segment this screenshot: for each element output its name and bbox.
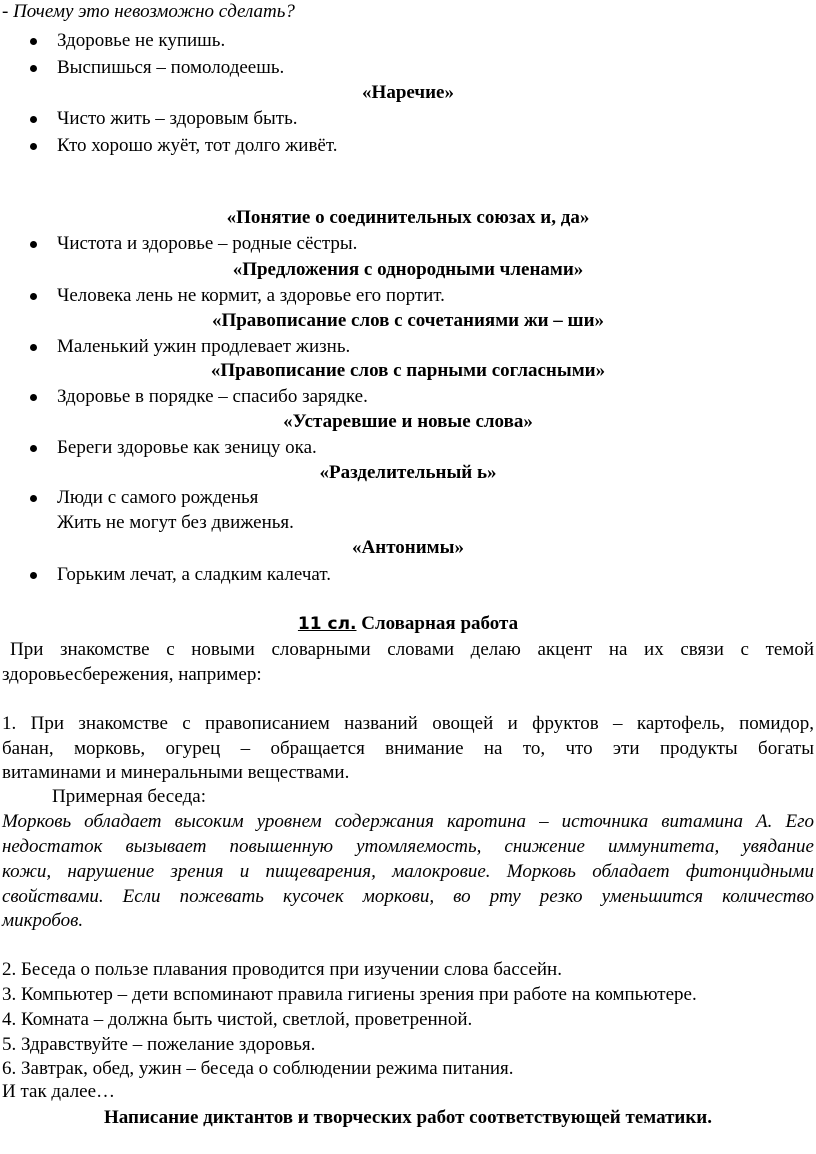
paragraph-line: витаминами и минеральными веществами. xyxy=(2,762,350,783)
section-heading: «Наречие» xyxy=(362,82,454,103)
paragraph-line: здоровьесбережения, например: xyxy=(2,664,262,685)
bullet-icon xyxy=(30,116,37,123)
section-heading: «Понятие о соединительных союзах и, да» xyxy=(226,207,590,228)
bullet-icon xyxy=(30,38,37,45)
document-page: - Почему это невозможно сделать? Здоровье не купишь. Выспишься – помолодеешь. «Наречие» Чисто жить – здоровым быть. Кто хорошо жуёт, тот долго живёт. «Понятие о соединительных союзах и, да» Чистота и здоровье – родные сёстры. «Предложения с однородными членами» Человека лень не кормит, а здоровье его портит. «Правописание слов с сочетаниями жи – ши» Маленький ужин продлевает жизнь. «Правописание слов с парными согласными» Здоровье в порядке – спасибо зарядке. «Устаревшие и новые слова» Береги здоровье как зеницу ока. «Разделительный ь» Люди с самого рожденья Жить не могут без движенья. «Антонимы» Горьким лечат, а сладким калечат. 11 сл. Словарная работа При знакомстве с новыми словарными словами делаю акцент на их связи с темой здоровьесбережения, например: 1. При знакомстве с правописанием названий овощей и фруктов – картофель, помидор, банан, морковь, огурец – обращается внимание на то, что эти продукты богаты витаминами и минеральными веществами. Примерная беседа: Морковь обладает высоким уровнем содержания каротина – источника витамина А. Его недостаток вызывает повышенную утомляемость, снижение иммунитета, увядание кожи, нарушение зрения и пищеварения, малокровие. Морковь обладает фитонцидными свойствами. Если пожевать кусочек моркови, во рту резко уменьшится количество микробов. 2. Беседа о пользе плавания проводится при изучении слова бассейн. 3. Компьютер – дети вспоминают правила гигиены зрения при работе на компьютере. 4. Комната – должна быть чистой, светлой, проветренной. 5. Здравствуйте – пожелание здоровья. 6. Завтрак, обед, ужин – беседа о соблюдении режима питания. И так далее… Написание диктантов и творческих работ соответствующей тематики. xyxy=(2,1,814,1128)
list-point: 3. Компьютер – дети вспоминают правила гигиены зрения при работе на компьютере. xyxy=(2,984,697,1005)
sample-line: Морковь обладает высоким уровнем содержания каротина – источника витамина А. Его xyxy=(2,811,814,832)
intro-question: - Почему это невозможно сделать? xyxy=(2,1,295,22)
bullet-icon xyxy=(30,143,37,150)
bullet-icon xyxy=(30,445,37,452)
section-heading: «Правописание слов с парными согласными» xyxy=(210,360,606,381)
bullet-icon xyxy=(30,241,37,248)
paragraph-line: При знакомстве с новыми словарными словами делаю акцент на их связи с темой xyxy=(10,639,814,660)
section-title xyxy=(0,612,816,636)
list-point: 6. Завтрак, обед, ужин – беседа о соблюдении режима питания. xyxy=(2,1058,514,1079)
section-heading: «Правописание слов с сочетаниями жи – ши» xyxy=(211,310,605,331)
sample-line: кожи, нарушение зрения и пищеварения, малокровие. Морковь обладает фитонцидными xyxy=(2,861,814,882)
bullet-icon xyxy=(30,293,37,300)
paragraph-line: банан, морковь, огурец – обращается внимание на то, что эти продукты богаты xyxy=(2,738,814,759)
sample-line: микробов. xyxy=(2,910,84,931)
section-heading: «Устаревшие и новые слова» xyxy=(283,411,533,432)
section-heading: «Разделительный ь» xyxy=(319,462,497,483)
list-point: 5. Здравствуйте – пожелание здоровья. xyxy=(2,1034,316,1055)
bullet-icon xyxy=(30,65,37,72)
list-point: 2. Беседа о пользе плавания проводится при изучении слова бассейн. xyxy=(2,959,562,980)
list-point: 4. Комната – должна быть чистой, светлой, проветренной. xyxy=(2,1009,473,1030)
bullet-icon xyxy=(30,572,37,579)
bullet-icon xyxy=(30,344,37,351)
closing-heading: Написание диктантов и творческих работ соответствующей тематики. xyxy=(103,1107,713,1128)
sample-label: Примерная беседа: xyxy=(52,786,206,807)
section-heading: «Антонимы» xyxy=(352,537,464,558)
bullet-icon xyxy=(30,394,37,401)
slide-number-label: 11 сл. xyxy=(297,614,357,634)
list-point: И так далее… xyxy=(2,1081,116,1102)
sample-line: недостаток вызывает повышенную утомляемость, снижение иммунитета, увядание xyxy=(2,836,814,857)
section-title-text: Словарная работа xyxy=(361,613,519,634)
list-item-continuation: Жить не могут без движенья. xyxy=(57,512,294,533)
bullet-icon xyxy=(30,495,37,502)
section-heading: «Предложения с однородными членами» xyxy=(232,259,584,280)
paragraph-line: 1. При знакомстве с правописанием названий овощей и фруктов – картофель, помидор, xyxy=(2,713,814,734)
sample-line: свойствами. Если пожевать кусочек моркови, во рту резко уменьшится количество xyxy=(2,886,814,907)
